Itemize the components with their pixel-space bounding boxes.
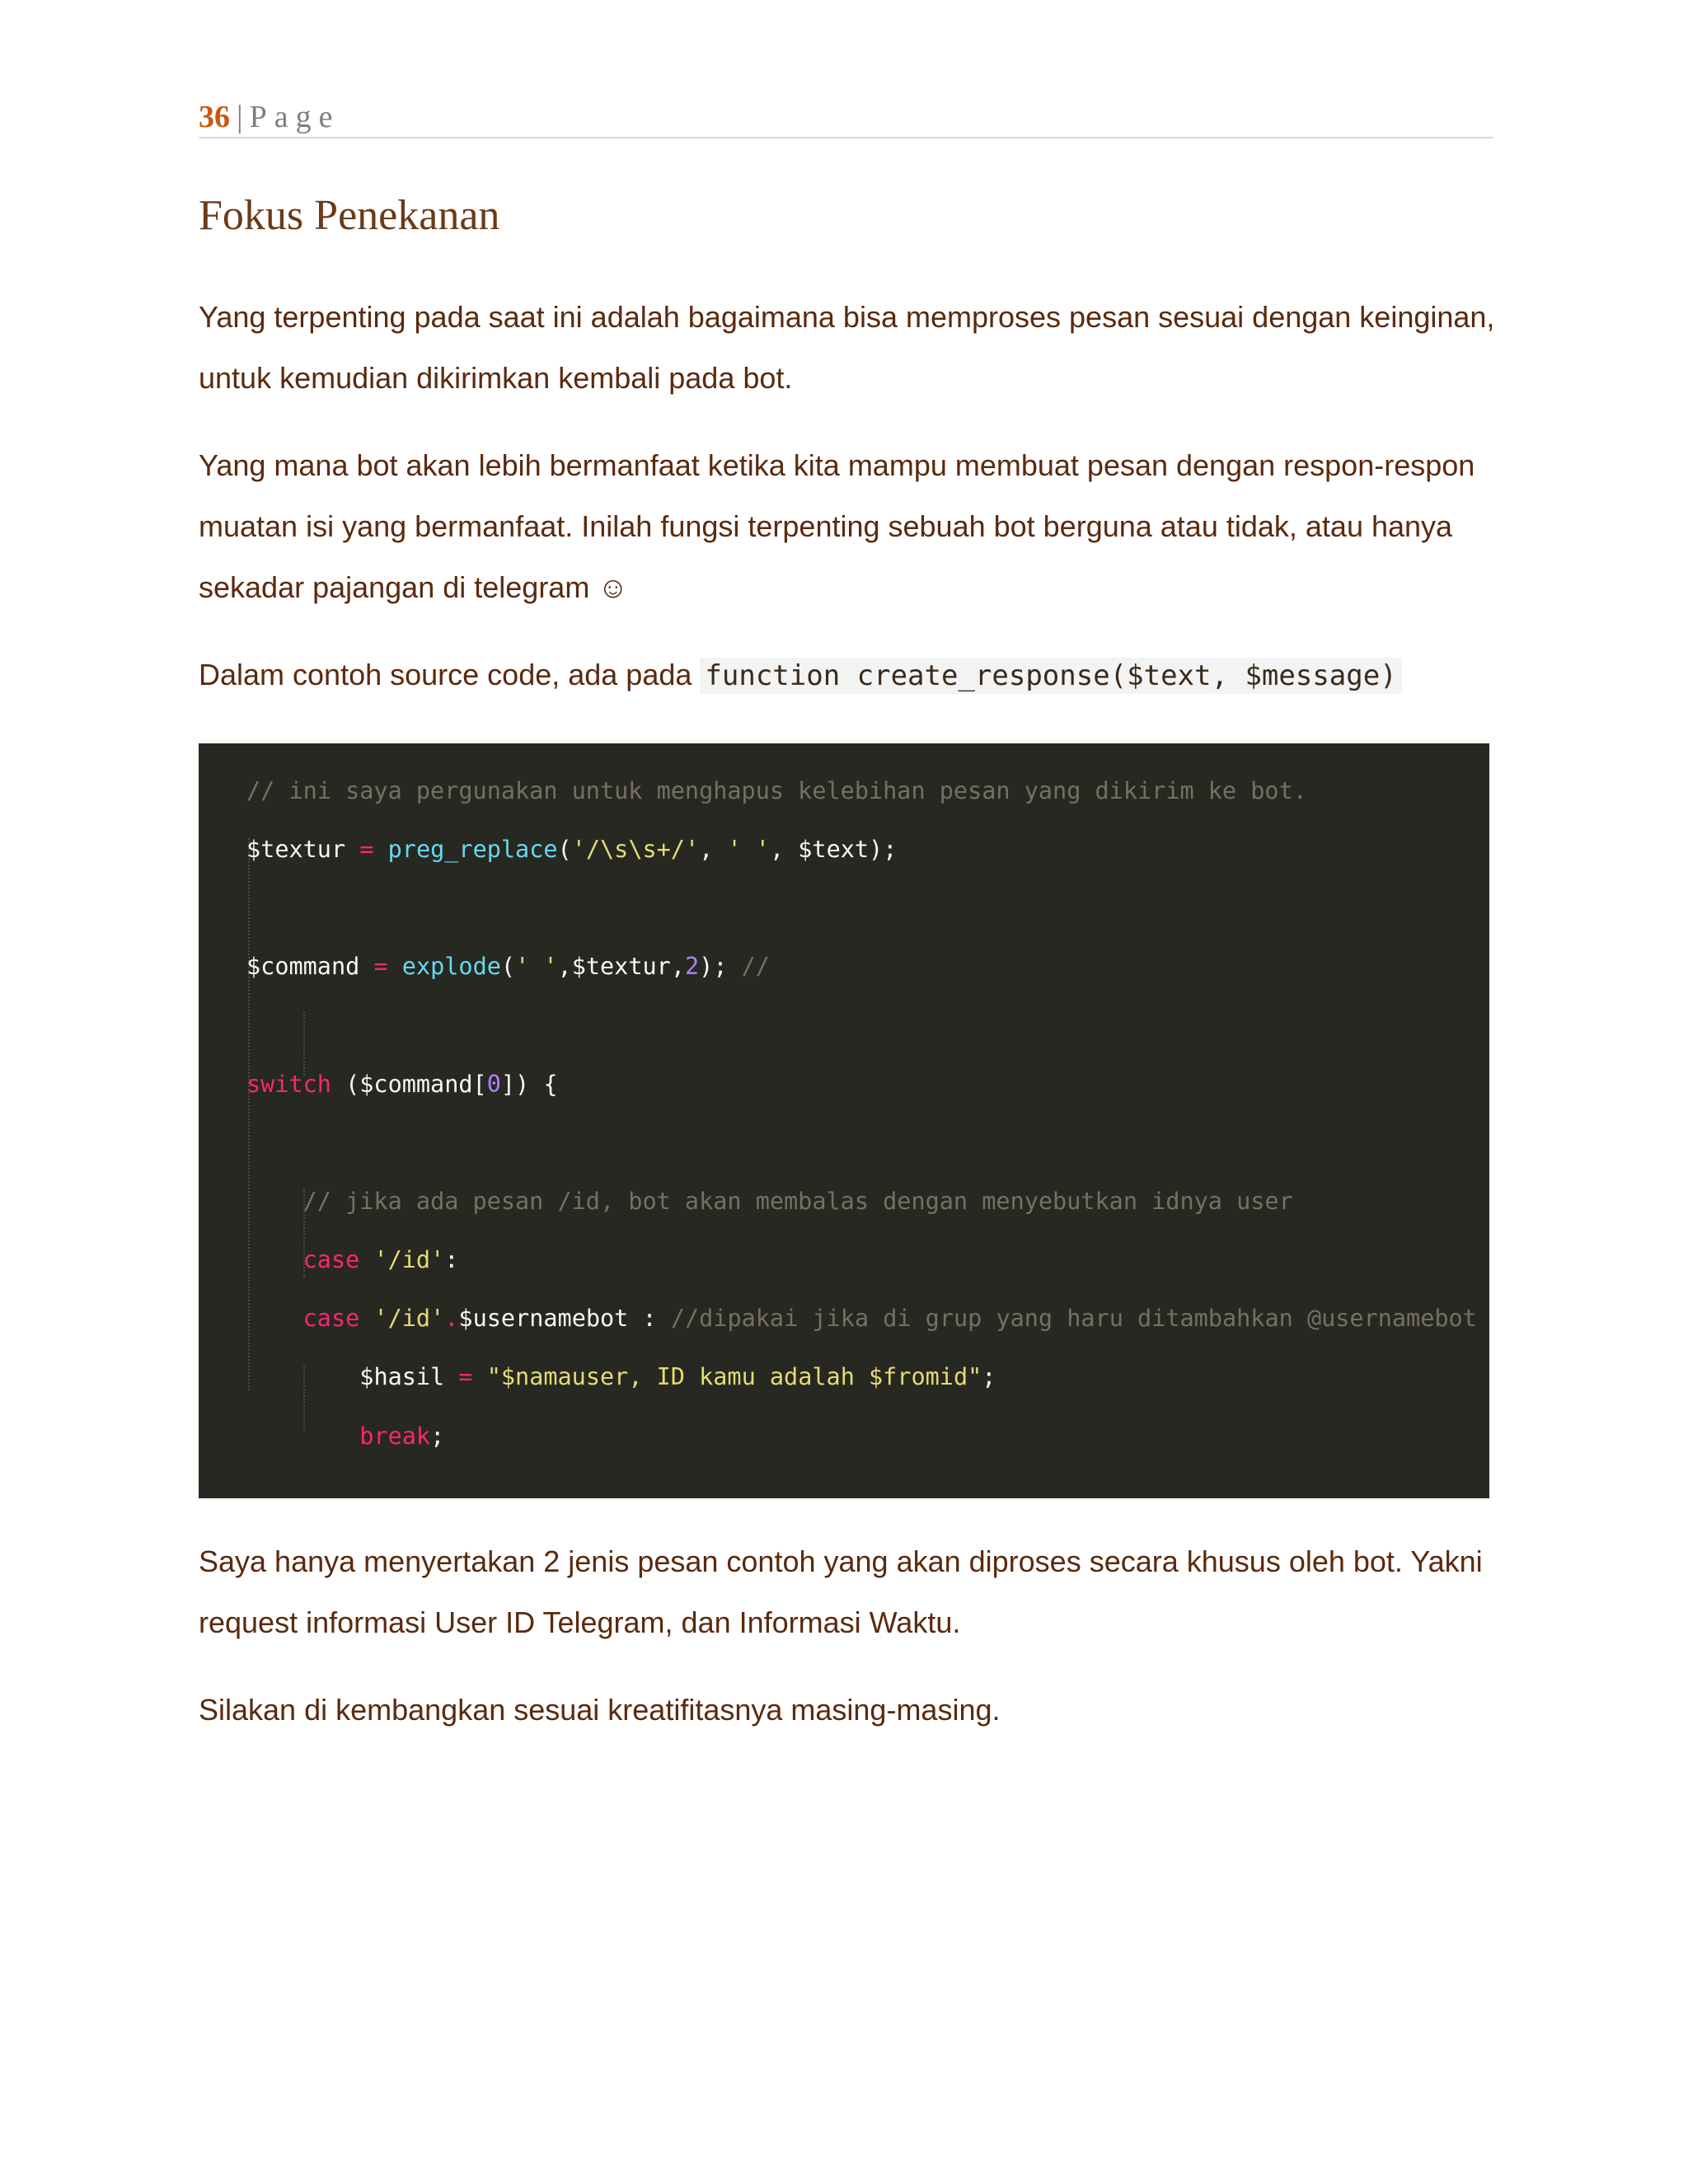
code-token: ' '	[515, 953, 558, 981]
code-line	[246, 1304, 1477, 1333]
code-token: =	[359, 835, 374, 863]
paragraph-4: Saya hanya menyertakan 2 jenis pesan contoh yang akan diproses secara khusus oleh bot. Yakni request informasi User ID Telegram, dan Informasi Waktu.	[199, 1544, 1483, 1639]
code-line	[246, 1010, 1477, 1040]
code-token: ;	[430, 1422, 445, 1450]
code-token: '/id'	[373, 1305, 445, 1333]
code-line	[246, 952, 1477, 982]
code-token: (	[557, 835, 572, 863]
code-line	[246, 1362, 1477, 1392]
code-token: =	[373, 953, 388, 981]
code-line	[246, 835, 1477, 865]
code-token: $hasil	[359, 1363, 459, 1391]
section-heading: Fokus Penekanan	[199, 192, 500, 239]
code-token: ]) {	[500, 1070, 558, 1098]
code-line	[246, 1480, 1477, 1498]
paragraph-5: Silakan di kembangkan sesuai kreatifitasnya masing-masing.	[199, 1693, 1001, 1727]
code-token: //	[741, 953, 770, 981]
code-line	[246, 893, 1477, 923]
code-token: '/id'	[373, 1246, 445, 1274]
header-separator: |	[237, 100, 243, 134]
code-line	[246, 776, 1477, 806]
code-comment: // jika ada pesan /id, bot akan membalas dengan menyebutkan idnya user	[302, 1187, 1293, 1215]
code-line	[246, 1245, 1477, 1275]
code-token: ,$textur,	[557, 953, 685, 981]
code-token: ($command[	[331, 1070, 487, 1098]
page-number: 36	[199, 100, 230, 134]
code-token: $command	[246, 953, 374, 981]
code-token: break	[359, 1422, 431, 1450]
code-comment: //dipakai jika di grup yang haru ditambahkan @usernamebot	[670, 1305, 1477, 1333]
paragraph-1: Yang terpenting pada saat ini adalah bagaimana bisa memproses pesan sesuai dengan keinginan, untuk kemudian dikirimkan kembali pada bot.	[199, 300, 1495, 395]
code-token: case	[302, 1246, 360, 1274]
code-token: preg_replace	[387, 835, 558, 863]
paragraph-3-text: Dalam contoh source code, ada pada	[199, 658, 701, 691]
code-token: $usernamebot :	[458, 1305, 671, 1333]
code-line	[246, 1187, 1477, 1216]
code-token: (	[500, 953, 516, 981]
code-line	[246, 1128, 1477, 1158]
code-token: explode	[401, 953, 501, 981]
code-token: =	[458, 1363, 473, 1391]
code-token: ' '	[727, 835, 770, 863]
code-token: switch	[246, 1070, 331, 1098]
code-token: ;	[982, 1363, 996, 1391]
page-label: Page	[249, 100, 340, 134]
code-token: , $text);	[769, 835, 898, 863]
code-line	[246, 1070, 1477, 1099]
code-token: .	[444, 1305, 459, 1333]
code-token: 2	[684, 953, 700, 981]
code-token: );	[699, 953, 742, 981]
code-token: :	[444, 1246, 459, 1274]
code-comment: // ini saya pergunakan untuk menghapus kelebihan pesan yang dikirim ke bot.	[246, 776, 1307, 804]
code-token: "$namauser, ID kamu adalah $fromid"	[486, 1363, 982, 1391]
page-header	[199, 97, 1493, 138]
paragraph-2: Yang mana bot akan lebih bermanfaat ketika kita mampu membuat pesan dengan respon-respon muatan isi yang bermanfaat. Inilah fungsi terpenting sebuah bot berguna atau tidak, atau hanya sekadar pajangan di telegram ☺	[199, 448, 1475, 604]
code-token: 0	[486, 1070, 501, 1098]
paragraph-3	[199, 644, 1501, 706]
code-token: ,	[699, 835, 728, 863]
inline-code: function create_response($text, $message)	[700, 658, 1401, 694]
code-block	[199, 743, 1489, 1498]
code-lines	[246, 747, 1477, 1498]
code-token: case	[302, 1305, 360, 1333]
code-line	[246, 1422, 1477, 1451]
code-token: $textur	[246, 835, 360, 863]
code-token: '/\s\s+/'	[571, 835, 700, 863]
